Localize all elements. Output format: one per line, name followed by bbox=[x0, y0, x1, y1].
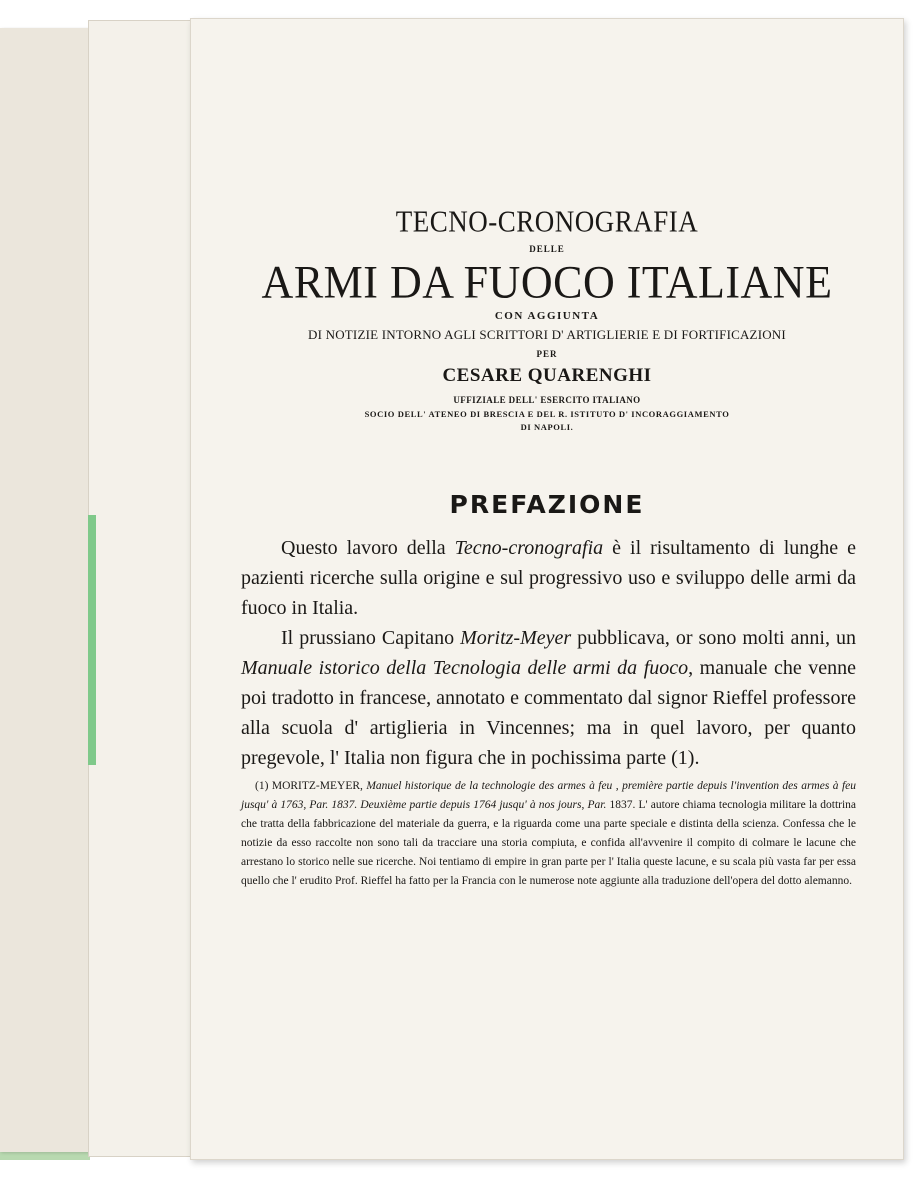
fn-text-a: (1) MORITZ-MEYER, bbox=[255, 780, 367, 792]
footnote-1 bbox=[241, 777, 856, 891]
section-heading: PREFAZIONE bbox=[449, 490, 645, 519]
title-per: PER bbox=[536, 349, 558, 359]
author-role-3: DI NAPOLI. bbox=[520, 422, 574, 432]
paragraph-1 bbox=[241, 533, 856, 623]
inner-leaf bbox=[88, 20, 194, 1157]
title-con-aggiunta: CON AGGIUNTA bbox=[494, 310, 600, 322]
title-line-2: ARMI DA FUOCO ITALIANE bbox=[261, 256, 833, 309]
footnote bbox=[241, 777, 856, 891]
title-page bbox=[190, 18, 904, 1160]
p2-italic-title: Manuale istorico della Tecnologia delle armi da fuoco bbox=[241, 657, 689, 679]
p1-italic: Tecno-cronografia bbox=[454, 537, 604, 559]
title-subtitle: DI NOTIZIE INTORNO AGLI SCRITTORI D' ARTIGLIERIE E DI FORTIFICAZIONI bbox=[308, 327, 786, 342]
p2-text-c: pubblicava, or sono molti anni, un bbox=[571, 627, 856, 649]
back-cover-board bbox=[0, 28, 93, 1152]
title-line-1: TECNO-CRONOGRAFIA bbox=[395, 203, 699, 239]
title-delle: DELLE bbox=[529, 244, 565, 254]
p2-text-a: Il prussiano Capitano bbox=[281, 627, 461, 649]
p1-text-a: Questo lavoro della bbox=[281, 537, 455, 559]
preface-body bbox=[241, 533, 856, 773]
author-role-1: UFFIZIALE DELL' ESERCITO ITALIANO bbox=[453, 395, 641, 405]
p2-text-e: , manuale che venne poi tradotto in francese, annotato e commentato dal signor Rieffel professore alla scuola d' artiglieria in Vincennes; ma in quel lavoro, per quanto pregevole, l' Italia non figura che in pochissima parte (1). bbox=[241, 657, 856, 769]
fn-text-c: , bbox=[581, 799, 588, 811]
green-edge bbox=[88, 515, 96, 765]
p1-text-c: è il risultamento di lunghe e pazienti ricerche sulla origine e sul progressivo uso e sviluppo delle armi da fuoco in Italia. bbox=[241, 537, 857, 619]
fn-italic-par: Par. bbox=[587, 799, 607, 811]
p2-italic-author: Moritz-Meyer bbox=[460, 627, 572, 649]
author-role-2: SOCIO DELL' ATENEO DI BRESCIA E DEL R. ISTITUTO D' INCORAGGIAMENTO bbox=[364, 409, 730, 419]
fn-italic-title: Manuel historique de la technologie des armes à feu , première partie depuis l'invention des armes à feu jusqu' à 1763, Par. 1837. Deuxième partie depuis 1764 jusqu' à nos jours bbox=[241, 780, 856, 811]
paragraph-2 bbox=[241, 623, 856, 773]
author-name: CESARE QUARENGHI bbox=[442, 365, 652, 386]
fn-text-e: 1837. L' autore chiama tecnologia militare la dottrina che tratta della fabbricazione del materiale da guerra, e la riguarda come una parte speciale e distinta della scienza. Confessa che le notizie da esso raccolte non sono tali da tracciare una storia compiuta, e confida all'avvenire il compito di colmare le lacune che arrestano lo storico nelle sue ricerche. Noi tentiamo di empire in gran parte per l' Italia queste lacune, e su scala più vasta far per essa quello che l' erudito Prof. Rieffel ha fatto per la Francia con le numerose note aggiunte alla traduzione dell'opera del dotto alemanno. bbox=[241, 799, 857, 887]
